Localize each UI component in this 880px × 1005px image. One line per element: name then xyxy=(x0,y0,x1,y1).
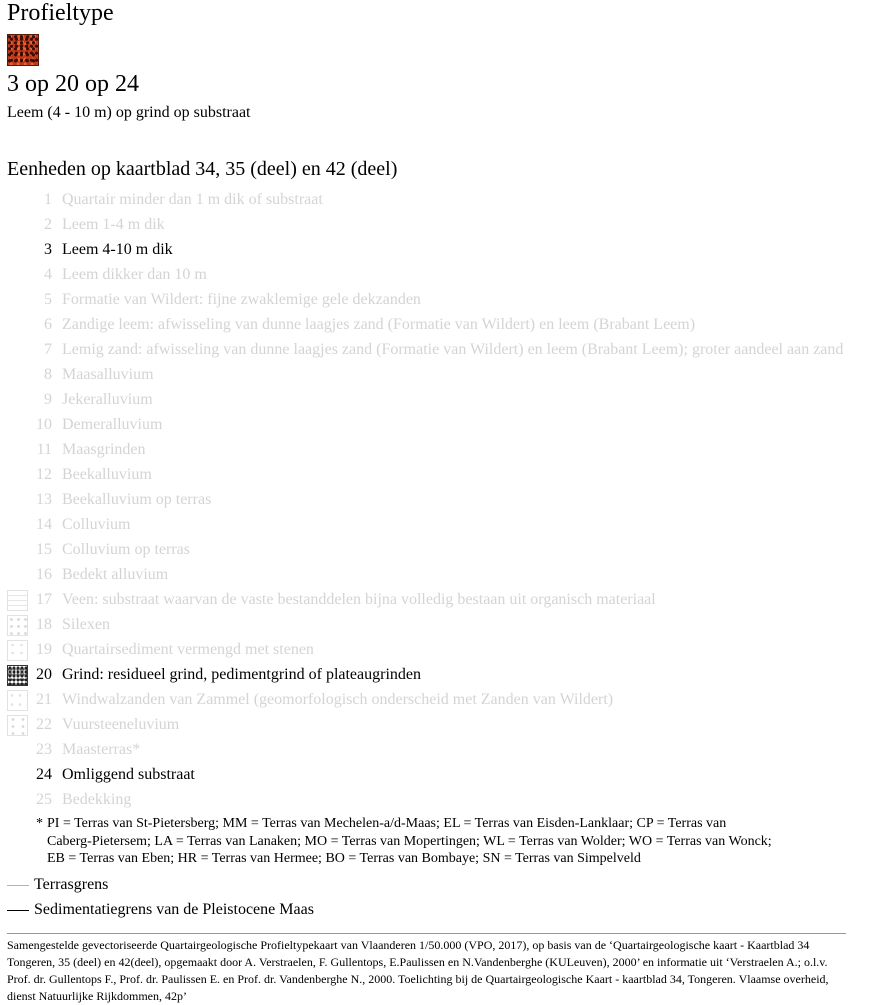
legend-unit-row xyxy=(0,712,880,737)
unit-number: 5 xyxy=(44,291,52,308)
unit-label: Leem 1-4 m dik xyxy=(62,216,165,233)
unit-label: Beekalluvium xyxy=(62,466,152,483)
unit-number: 12 xyxy=(36,466,52,483)
unit-number: 13 xyxy=(36,491,52,508)
page-title: Profieltype xyxy=(7,0,114,26)
legend-unit-row xyxy=(0,487,880,512)
unit-number: 20 xyxy=(36,666,52,683)
legend-unit-row xyxy=(0,237,880,262)
legend-unit-row xyxy=(0,512,880,537)
unit-number: 15 xyxy=(36,541,52,558)
unit-label: Windwalzanden van Zammel (geomorfologisch onderscheid met Zanden van Wildert) xyxy=(62,691,614,708)
unit-label: Colluvium xyxy=(62,516,131,533)
profile-color-swatch xyxy=(7,34,39,66)
unit-number: 14 xyxy=(36,516,52,533)
unit-label: Maasterras* xyxy=(62,741,141,758)
legend-unit-row xyxy=(0,762,880,787)
unit-label: Grind: residueel grind, pedimentgrind of plateaugrinden xyxy=(62,666,422,683)
unit-label: Omliggend substraat xyxy=(62,766,195,783)
unit-label: Maasalluvium xyxy=(62,366,154,383)
footnote-marker: * xyxy=(36,816,43,831)
legend-unit-row xyxy=(0,362,880,387)
sedimentatiegrens-line-symbol xyxy=(7,910,29,911)
legend-unit-row xyxy=(0,462,880,487)
unit-number: 24 xyxy=(36,766,52,783)
unit-number: 4 xyxy=(44,266,52,283)
legend-unit-row xyxy=(0,187,880,212)
sedimentatiegrens-label: Sedimentatiegrens van de Pleistocene Maas xyxy=(34,901,314,918)
legend-unit-row xyxy=(0,687,880,712)
profile-code: 3 op 20 op 24 xyxy=(7,71,139,97)
unit-number: 19 xyxy=(36,641,52,658)
unit-label: Colluvium op terras xyxy=(62,541,190,558)
unit-list xyxy=(0,187,880,812)
unit-label: Bedekt alluvium xyxy=(62,566,169,583)
unit-label: Veen: substraat waarvan de vaste bestanddelen bijna volledig bestaan uit organisch materiaal xyxy=(62,591,656,608)
legend-unit-row xyxy=(0,437,880,462)
footnote-line: EB = Terras van Eben; HR = Terras van Hermee; BO = Terras van Bombaye; SN = Terras van Simpelveld xyxy=(47,851,641,866)
unit-number: 3 xyxy=(44,241,52,258)
unit-label: Zandige leem: afwisseling van dunne laagjes zand (Formatie van Wildert) en leem (Brabant Leem) xyxy=(62,316,696,333)
unit-number: 6 xyxy=(44,316,52,333)
unit-number: 16 xyxy=(36,566,52,583)
terrasgrens-legend-item xyxy=(7,876,108,894)
sedimentatiegrens-legend-item xyxy=(7,901,314,919)
terrasgrens-line-symbol xyxy=(7,885,29,886)
unit-label: Formatie van Wildert: fijne zwaklemige gele dekzanden xyxy=(62,291,421,308)
unit-number: 7 xyxy=(44,341,52,358)
unit-label: Bedekking xyxy=(62,791,132,808)
unit-number: 21 xyxy=(36,691,52,708)
unit-label: Quartairsediment vermengd met stenen xyxy=(62,641,314,658)
legend-unit-row xyxy=(0,287,880,312)
sheet-heading: Eenheden op kaartblad 34, 35 (deel) en 42 (deel) xyxy=(7,158,398,180)
unit-label: Jekeralluvium xyxy=(62,391,153,408)
unit-label: Demeralluvium xyxy=(62,416,163,433)
unit-label: Silexen xyxy=(62,616,110,633)
legend-unit-row xyxy=(0,612,880,637)
divider xyxy=(7,933,846,934)
unit-label: Maasgrinden xyxy=(62,441,146,458)
footnote-line: Caberg-Pietersem; LA = Terras van Lanaken; MO = Terras van Mopertingen; WL = Terras van Wolder; WO = Terras van Wonck; xyxy=(47,833,772,849)
unit-number: 18 xyxy=(36,616,52,633)
legend-unit-row xyxy=(0,562,880,587)
footnote xyxy=(38,815,838,868)
legend-unit-row xyxy=(0,787,880,812)
legend-unit-row xyxy=(0,662,880,687)
unit-number: 9 xyxy=(44,391,52,408)
unit-label: Leem 4-10 m dik xyxy=(62,241,173,258)
unit-label: Leem dikker dan 10 m xyxy=(62,266,207,283)
legend-unit-row xyxy=(0,337,880,362)
legend-unit-row xyxy=(0,312,880,337)
unit-number: 23 xyxy=(36,741,52,758)
footnote-line: PI = Terras van St-Pietersberg; MM = Terras van Mechelen-a/d-Maas; EL = Terras van Eisden-Lanklaar; CP = Terras van xyxy=(47,816,727,831)
legend-unit-row xyxy=(0,262,880,287)
source-citation: Samengestelde gevectoriseerde Quartairgeologische Profieltypekaart van Vlaanderen 1/50.000 (VPO, 2017), op basis van de ‘Quartairgeologische kaart - Kaartblad 34 Tongeren, 35 (deel) en 42(deel), opgemaakt door A. Verstraelen, F. Gullentops, E.Paulissen en N.Vandenberghe (KULeuven), 2000’ en informatie uit ‘Verstraelen A.; o.l.v. Prof. dr. Gullentops F., Prof. dr. Paulissen E. en Prof. dr. Vandenberghe N., 2000. Toelichting bij de Quartairgeologische Kaart - kaartblad 34, Tongeren. Vlaamse overheid, dienst Natuurlijke Rijkdommen, 42p’ xyxy=(7,938,829,1003)
unit-number: 25 xyxy=(36,791,52,808)
profile-description: Leem (4 - 10 m) op grind op substraat xyxy=(7,104,251,121)
legend-unit-row xyxy=(0,387,880,412)
legend-unit-row xyxy=(0,412,880,437)
legend-unit-row xyxy=(0,637,880,662)
unit-label: Vuursteeneluvium xyxy=(62,716,180,733)
unit-number: 1 xyxy=(44,191,52,208)
unit-number: 2 xyxy=(44,216,52,233)
unit-number: 11 xyxy=(36,441,52,458)
unit-label: Lemig zand: afwisseling van dunne laagjes zand (Formatie van Wildert) en leem (Brabant Leem); groter aandeel aan zand xyxy=(62,341,844,358)
unit-label: Beekalluvium op terras xyxy=(62,491,212,508)
unit-label: Quartair minder dan 1 m dik of substraat xyxy=(62,191,323,208)
legend-unit-row xyxy=(0,212,880,237)
unit-number: 17 xyxy=(36,591,52,608)
unit-number: 8 xyxy=(44,366,52,383)
legend-unit-row xyxy=(0,737,880,762)
legend-unit-row xyxy=(0,537,880,562)
terrasgrens-label: Terrasgrens xyxy=(34,876,109,893)
unit-number: 10 xyxy=(36,416,52,433)
unit-number: 22 xyxy=(36,716,52,733)
legend-unit-row xyxy=(0,587,880,612)
